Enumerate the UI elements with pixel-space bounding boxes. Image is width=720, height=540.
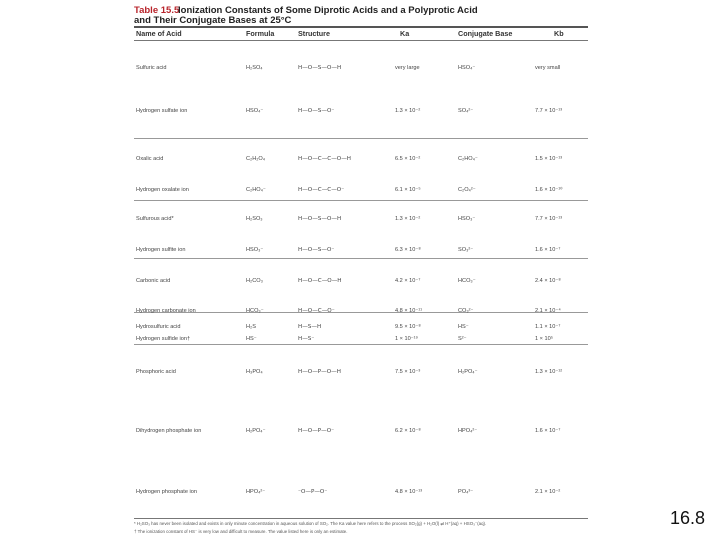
kb-value: 1.5 × 10⁻¹³ <box>535 156 563 162</box>
acid-name: Hydrogen sulfite ion <box>136 247 186 253</box>
conjugate-base: PO₄³⁻ <box>458 489 474 495</box>
header-kb: Kb <box>554 29 564 38</box>
conjugate-base: SO₄²⁻ <box>458 108 474 114</box>
conjugate-base: HS⁻ <box>458 324 469 330</box>
acid-structure: H—O—C—C—O⁻ <box>298 187 345 193</box>
acid-formula: H₂S <box>246 324 256 330</box>
ka-value: 6.5 × 10⁻² <box>395 156 421 162</box>
footnote-1: * H₂SO₃ has never been isolated and exists in only minute concentration in aqueous solution of SO₂. The Ka value here refers to the process SO₂(g) + H₂O(l) ⇌ H⁺(aq) + HSO₃⁻(aq). <box>134 521 487 526</box>
acid-structure: H—O—S—O—H <box>298 65 342 71</box>
kb-value: 1.6 × 10⁻¹⁰ <box>535 187 563 193</box>
conjugate-base: C₂HO₄⁻ <box>458 156 478 162</box>
conjugate-base: HPO₄²⁻ <box>458 428 478 434</box>
ka-value: 4.8 × 10⁻¹³ <box>395 489 423 495</box>
table-title: Ionization Constants of Some Diprotic Acids and a Polyprotic Acid <box>178 5 478 16</box>
acid-formula: H₂SO₃ <box>246 216 263 222</box>
section-rule <box>134 312 588 313</box>
header-structure: Structure <box>298 29 330 38</box>
kb-value: 1.6 × 10⁻⁷ <box>535 428 561 434</box>
kb-value: 2.4 × 10⁻⁸ <box>535 278 561 284</box>
acid-name: Hydrogen oxalate ion <box>136 187 189 193</box>
acid-formula: C₂HO₄⁻ <box>246 187 266 193</box>
acid-structure: H—O—S—O—H <box>298 216 342 222</box>
conjugate-base: HCO₃⁻ <box>458 278 476 284</box>
kb-value: 2.1 × 10⁻⁴ <box>535 308 561 314</box>
kb-value: 1.1 × 10⁻⁷ <box>535 324 561 330</box>
acid-formula: C₂H₂O₄ <box>246 156 266 162</box>
acid-name: Sulfurous acid* <box>136 216 174 222</box>
ka-value: 4.2 × 10⁻⁷ <box>395 278 421 284</box>
acid-structure: H—O—P—O⁻ <box>298 428 335 434</box>
acid-structure: ⁻O—P—O⁻ <box>298 489 328 495</box>
acid-name: Hydrogen sulfate ion <box>136 108 188 114</box>
acid-name: Hydrogen carbonate ion <box>136 308 196 314</box>
acid-structure: H—O—C—O⁻ <box>298 308 335 314</box>
acid-formula: HSO₄⁻ <box>246 108 264 114</box>
header-ka: Ka <box>400 29 410 38</box>
section-rule <box>134 344 588 345</box>
acid-structure: H—O—C—O—H <box>298 278 342 284</box>
bottom-rule <box>134 518 588 519</box>
acid-formula: H₂CO₃ <box>246 278 263 284</box>
ka-value: 6.1 × 10⁻⁵ <box>395 187 421 193</box>
ka-value: 1.3 × 10⁻² <box>395 216 421 222</box>
conjugate-base: SO₃²⁻ <box>458 247 474 253</box>
conjugate-base: C₂O₄²⁻ <box>458 187 476 193</box>
acid-structure: H—O—C—C—O—H <box>298 156 351 162</box>
acid-name: Carbonic acid <box>136 278 171 284</box>
section-rule <box>134 138 588 139</box>
acid-name: Hydrogen sulfide ion† <box>136 336 191 342</box>
conjugate-base: S²⁻ <box>458 336 467 342</box>
acid-name: Hydrosulfuric acid <box>136 324 181 330</box>
table-tag: Table 15.5 <box>134 5 180 16</box>
header-name: Name of Acid <box>136 29 182 38</box>
kb-value: 7.7 × 10⁻¹³ <box>535 216 563 222</box>
acid-name: Sulfuric acid <box>136 65 167 71</box>
kb-value: 1.6 × 10⁻⁷ <box>535 247 561 253</box>
section-rule <box>134 200 588 201</box>
conjugate-base: H₂PO₄⁻ <box>458 369 478 375</box>
acid-name: Oxalic acid <box>136 156 164 162</box>
acid-formula: HPO₄²⁻ <box>246 489 266 495</box>
ka-value: 6.3 × 10⁻⁸ <box>395 247 421 253</box>
header-formula: Formula <box>246 29 275 38</box>
kb-value: 1.3 × 10⁻¹² <box>535 369 563 375</box>
header-base: Conjugate Base <box>458 29 513 38</box>
conjugate-base: CO₃²⁻ <box>458 308 474 314</box>
acid-formula: HSO₃⁻ <box>246 247 264 253</box>
ka-value: 6.2 × 10⁻⁸ <box>395 428 421 434</box>
ka-value: 9.5 × 10⁻⁸ <box>395 324 421 330</box>
slide-number: 16.8 <box>670 508 706 528</box>
kb-value: 1 × 10⁵ <box>535 336 554 342</box>
acid-structure: H—O—P—O—H <box>298 369 341 375</box>
acid-name: Dihydrogen phosphate ion <box>136 428 202 434</box>
acid-name: Phosphoric acid <box>136 369 176 375</box>
acid-formula: H₃PO₄ <box>246 369 263 375</box>
footnote-2: † The ionization constant of HS⁻ is very low and difficult to measure. The value listed here is only an estimate. <box>134 529 348 534</box>
conjugate-base: HSO₃⁻ <box>458 216 476 222</box>
table-title-line2: and Their Conjugate Bases at 25°C <box>134 15 292 26</box>
ka-value: very large <box>395 65 420 71</box>
top-rule <box>134 26 588 28</box>
acid-formula: HCO₃⁻ <box>246 308 264 314</box>
acid-structure: H—S—H <box>298 324 322 330</box>
acid-name: Hydrogen phosphate ion <box>136 489 197 495</box>
section-rule <box>134 258 588 259</box>
ka-value: 1 × 10⁻¹⁹ <box>395 336 418 342</box>
ka-value: 7.5 × 10⁻³ <box>395 369 421 375</box>
kb-value: 2.1 × 10⁻² <box>535 489 561 495</box>
acid-structure: H—S⁻ <box>298 336 315 342</box>
header-rule <box>134 40 588 41</box>
kb-value: very small <box>535 65 561 71</box>
acid-formula: HS⁻ <box>246 336 257 342</box>
acid-formula: H₂PO₄⁻ <box>246 428 266 434</box>
table-document <box>130 0 588 540</box>
acid-structure: H—O—S—O⁻ <box>298 247 335 253</box>
acid-formula: H₂SO₄ <box>246 65 263 71</box>
acid-structure: H—O—S—O⁻ <box>298 108 335 114</box>
ka-value: 1.3 × 10⁻² <box>395 108 421 114</box>
ka-value: 4.8 × 10⁻¹¹ <box>395 308 423 314</box>
conjugate-base: HSO₄⁻ <box>458 65 476 71</box>
kb-value: 7.7 × 10⁻¹³ <box>535 108 563 114</box>
